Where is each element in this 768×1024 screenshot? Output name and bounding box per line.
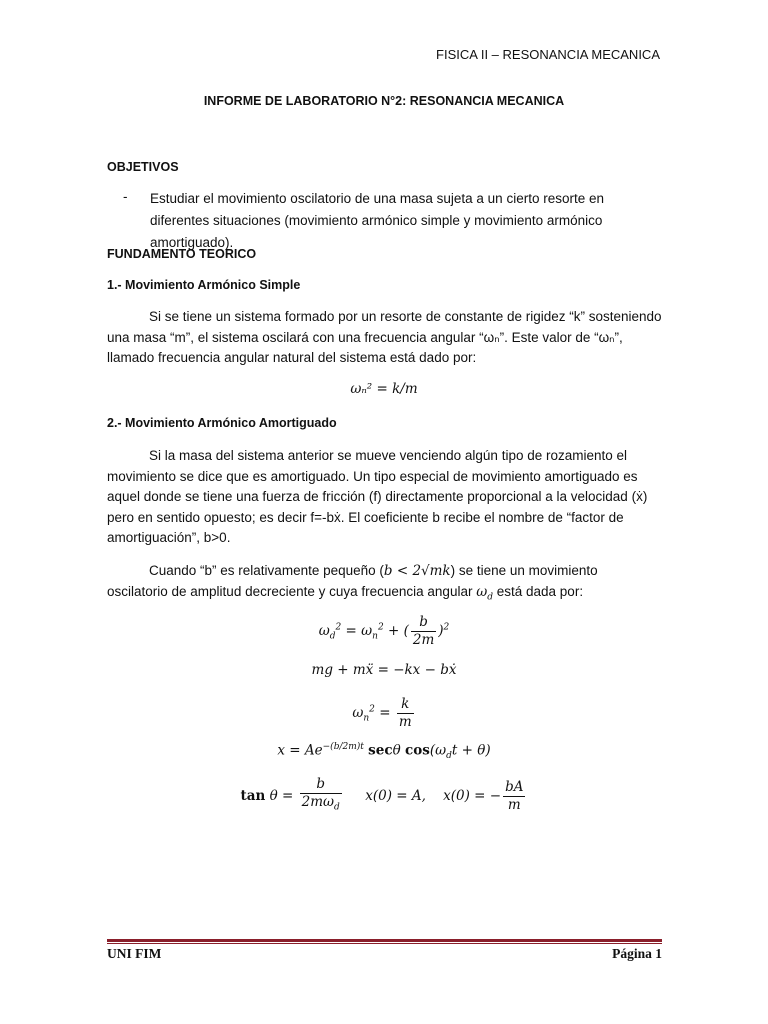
equation-initial-conditions: tan θ = $\frac{b}{2m\omega_d}$ x(0) = A, x(0) = − $\frac{bA}{m}$ xyxy=(240,776,524,813)
equation-natural-frequency-2: $\omega_n^2$ = $\frac{k}{m}$ xyxy=(352,696,412,730)
objective-item: Estudiar el movimiento oscilatorio de una masa sujeta a un cierto resorte en diferentes situaciones (movimiento armónico simple y movimiento armónico amortiguado). xyxy=(150,191,604,250)
section1-heading: 1.- Movimiento Armónico Simple xyxy=(107,278,301,292)
section2-heading: 2.- Movimiento Armónico Amortiguado xyxy=(107,416,337,430)
equation-natural-frequency: ωₙ² = k/m xyxy=(350,381,418,397)
theory-heading: FUNDAMENTO TEORICO xyxy=(107,247,257,261)
equation-displacement: $x = Ae^{-(b/2m)t}$ secθ $\cos(\omega_dt + \theta)$ xyxy=(277,742,491,762)
section1-paragraph: Si se tiene un sistema formado por un resorte de constante de rigidez “k” sosteniendo una masa “m”, el sistema oscilará con una frecuencia angular “ωₙ”. Este valor de “ωₙ”, llamado frecuencia angular natural del sistema está dado por: xyxy=(107,309,662,365)
objectives-heading: OBJETIVOS xyxy=(107,160,179,174)
running-header: FISICA II – RESONANCIA MECANICA xyxy=(436,47,660,62)
footer-rule xyxy=(107,939,662,942)
section2-paragraph-2: Cuando “b” es relativamente pequeño (b < 2√mk) se tiene un movimiento oscilatorio de amplitud decreciente y cuya frecuencia angular $\omega_d$ está dada por: xyxy=(107,563,598,603)
section2-paragraph: Si la masa del sistema anterior se mueve venciendo algún tipo de rozamiento el movimiento se dice que es amortiguado. Un tipo especial de movimiento amortiguado es aquel donde se tiene una fuerza de fricción (f) directamente proporcional a la velocidad (ẋ) pero en sentido opuesto; es decir f=-bẋ. El coeficiente b recibe el nombre de “factor de amortiguación”, b>0. xyxy=(107,448,648,545)
damping-condition: b < 2√mk xyxy=(383,563,451,579)
footer-left: UNI FIM xyxy=(107,946,162,961)
document-title: INFORME DE LABORATORIO N°2: RESONANCIA MECANICA xyxy=(203,94,565,108)
equation-damped-frequency: $\omega_d^2 = \omega_n^2$ + ( $\frac{b}{2m}$ )$^2$ xyxy=(318,614,450,648)
bullet-marker: - xyxy=(123,189,128,204)
footer-rule-thin xyxy=(107,943,662,944)
equation-of-motion: mg + mẍ = −kx − bẋ xyxy=(311,662,457,678)
page-number: Página 1 xyxy=(612,946,662,961)
